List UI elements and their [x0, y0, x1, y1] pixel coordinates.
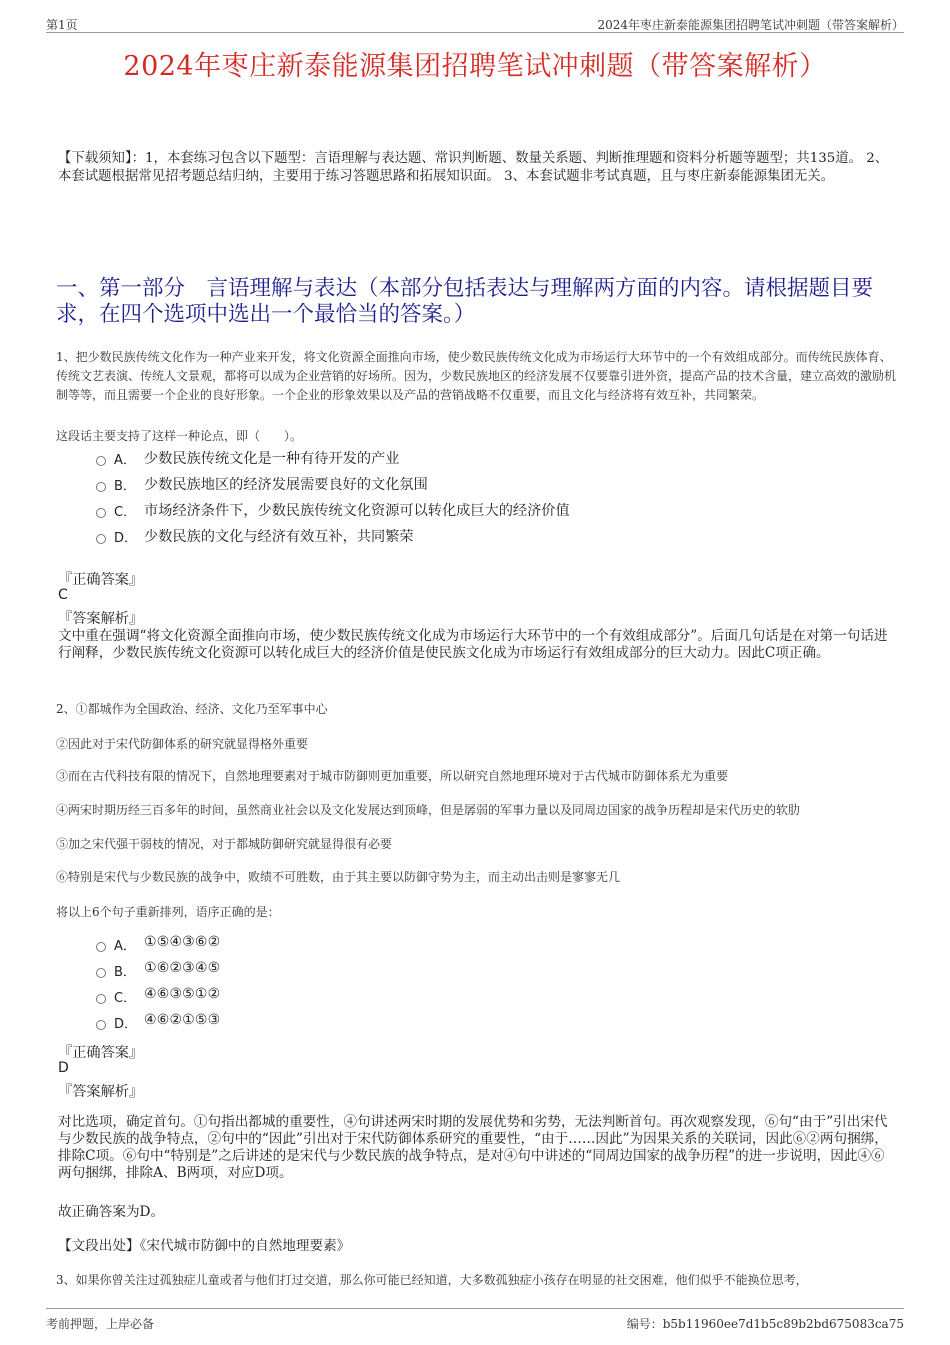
question-2-sentence-6: ⑥特别是宋代与少数民族的战争中，败绩不可胜数，由于其主要以防御守势为主，而主动出击则是寥寥无几 — [56, 870, 621, 884]
question-1-answer: C — [58, 587, 68, 603]
question-2-sentence-4: ④两宋时期历经三百多年的时间，虽然商业社会以及文化发展达到顶峰，但是孱弱的军事力量以及同周边国家的战争历程却是宋代历史的软肋 — [56, 803, 801, 817]
correct-answer-label: 『正确答案』 — [58, 1045, 144, 1061]
radio-button-icon[interactable] — [96, 456, 106, 466]
question-1-option-a[interactable]: A． 少数民族传统文化是一种有待开发的产业 — [96, 448, 876, 474]
question-2-conclusion: 故正确答案为D。 — [58, 1204, 165, 1220]
header-doc-title: 2024年枣庄新泰能源集团招聘笔试冲刺题（带答案解析） — [597, 18, 904, 32]
question-2-option-d[interactable]: D． ④⑥②①⑤③ — [96, 1012, 876, 1038]
question-1-analysis: 文中重在强调“将文化资源全面推向市场，使少数民族传统文化成为市场运行大环节中的一个有效组成部分”。后面几句话是在对第一句话进行阐释，少数民族传统文化资源可以转化成巨大的经济价值是使民族文化成为市场运行有效组成部分的巨大动力。因此C项正确。 — [58, 628, 888, 661]
page-number: 第1页 — [46, 18, 78, 32]
radio-button-icon[interactable] — [96, 968, 106, 978]
question-1-option-d[interactable]: D． 少数民族的文化与经济有效互补，共同繁荣 — [96, 526, 876, 552]
question-2-option-a[interactable]: A． ①⑤④③⑥② — [96, 934, 876, 960]
question-1-options — [96, 448, 876, 552]
page-footer — [46, 1308, 904, 1331]
question-2-analysis: 对比选项，确定首句。①句指出都城的重要性，④句讲述两宋时期的发展优势和劣势，无法判断首句。再次观察发现，⑥句“由于”引出宋代与少数民族的战争特点，②句中的“因此”引出对于宋代防御体系研究的重要性，“由于……因此”为因果关系的关联词，因此⑥②两句捆绑，排除C项。⑥句中“特别是”之后讲述的是宋代与少数民族的战争特点，是对④句中讲述的“同周边国家的战争历程”的进一步说明，因此④⑥两句捆绑，排除A、B两项，对应D项。 — [58, 1114, 888, 1181]
question-2-sentence-2: ②因此对于宋代防御体系的研究就显得格外重要 — [56, 737, 309, 751]
question-1-stem: 1、把少数民族传统文化作为一种产业来开发，将文化资源全面推向市场，使少数民族传统文化成为市场运行大环节中的一个有效组成部分。而传统民族体育、传统文艺表演、传统人文景观，都将可以成为企业营销的好场所。因为，少数民族地区的经济发展不仅要靠引进外资，提高产品的技术含量，建立高效的激励机制等等，而且需要一个企业的良好形象。一个企业的形象效果以及产品的营销战略不仅重要，而且文化与经济将有效互补，共同繁荣。 — [56, 350, 897, 402]
radio-button-icon[interactable] — [96, 1020, 106, 1030]
question-1-prompt: 这段话主要支持了这样一种论点，即（ ）。 — [56, 429, 303, 443]
question-1-option-c[interactable]: C． 市场经济条件下，少数民族传统文化资源可以转化成巨大的经济价值 — [96, 500, 876, 526]
question-2-sentence-1: 2、①都城作为全国政治、经济、文化乃至军事中心 — [56, 702, 328, 716]
question-2-option-b[interactable]: B． ①⑥②③④⑤ — [96, 960, 876, 986]
question-2-answer: D — [58, 1060, 69, 1076]
question-2-option-c[interactable]: C． ④⑥③⑤①② — [96, 986, 876, 1012]
radio-button-icon[interactable] — [96, 534, 106, 544]
analysis-label: 『答案解析』 — [58, 611, 144, 627]
footer-slogan: 考前押题，上岸必备 — [46, 1317, 155, 1331]
question-2-sentence-3: ③而在古代科技有限的情况下，自然地理要素对于城市防御则更加重要，所以研究自然地理环境对于古代城市防御体系尤为重要 — [56, 769, 729, 783]
footer-doc-id: 编号：b5b11960ee7d1b5c89b2bd675083ca75 — [626, 1317, 904, 1331]
radio-button-icon[interactable] — [96, 482, 106, 492]
radio-button-icon[interactable] — [96, 508, 106, 518]
radio-button-icon[interactable] — [96, 994, 106, 1004]
page-header — [46, 14, 904, 33]
question-2-sentence-5: ⑤加之宋代强干弱枝的情况，对于都城防御研究就显得很有必要 — [56, 837, 393, 851]
analysis-label: 『答案解析』 — [58, 1084, 144, 1100]
section-title: 一、第一部分 言语理解与表达（本部分包括表达与理解两方面的内容。请根据题目要求，在四个选项中选出一个最恰当的答案。） — [56, 276, 874, 327]
question-2-prompt: 将以上6个句子重新排列，语序正确的是： — [56, 905, 280, 919]
question-3-stem: 3、如果你曾关注过孤独症儿童或者与他们打过交道，那么你可能已经知道，大多数孤独症小孩存在明显的社交困难，他们似乎不能换位思考， — [56, 1273, 808, 1287]
download-notice: 【下载须知】：1，本套练习包含以下题型：言语理解与表达题、常识判断题、数量关系题、判断推理题和资料分析题等题型；共135道。 2、本套试题根据常见招考题总结归纳，主要用于练习答题思路和拓展知识面。 3、本套试题非考试真题，且与枣庄新泰能源集团无关。 — [58, 151, 889, 184]
radio-button-icon[interactable] — [96, 942, 106, 952]
document-title: 2024年枣庄新泰能源集团招聘笔试冲刺题（带答案解析） — [123, 51, 827, 82]
question-2-options — [96, 934, 876, 1038]
correct-answer-label: 『正确答案』 — [58, 572, 144, 588]
question-2-source: 【文段出处】《宋代城市防御中的自然地理要素》 — [58, 1238, 351, 1254]
question-1-option-b[interactable]: B． 少数民族地区的经济发展需要良好的文化氛围 — [96, 474, 876, 500]
